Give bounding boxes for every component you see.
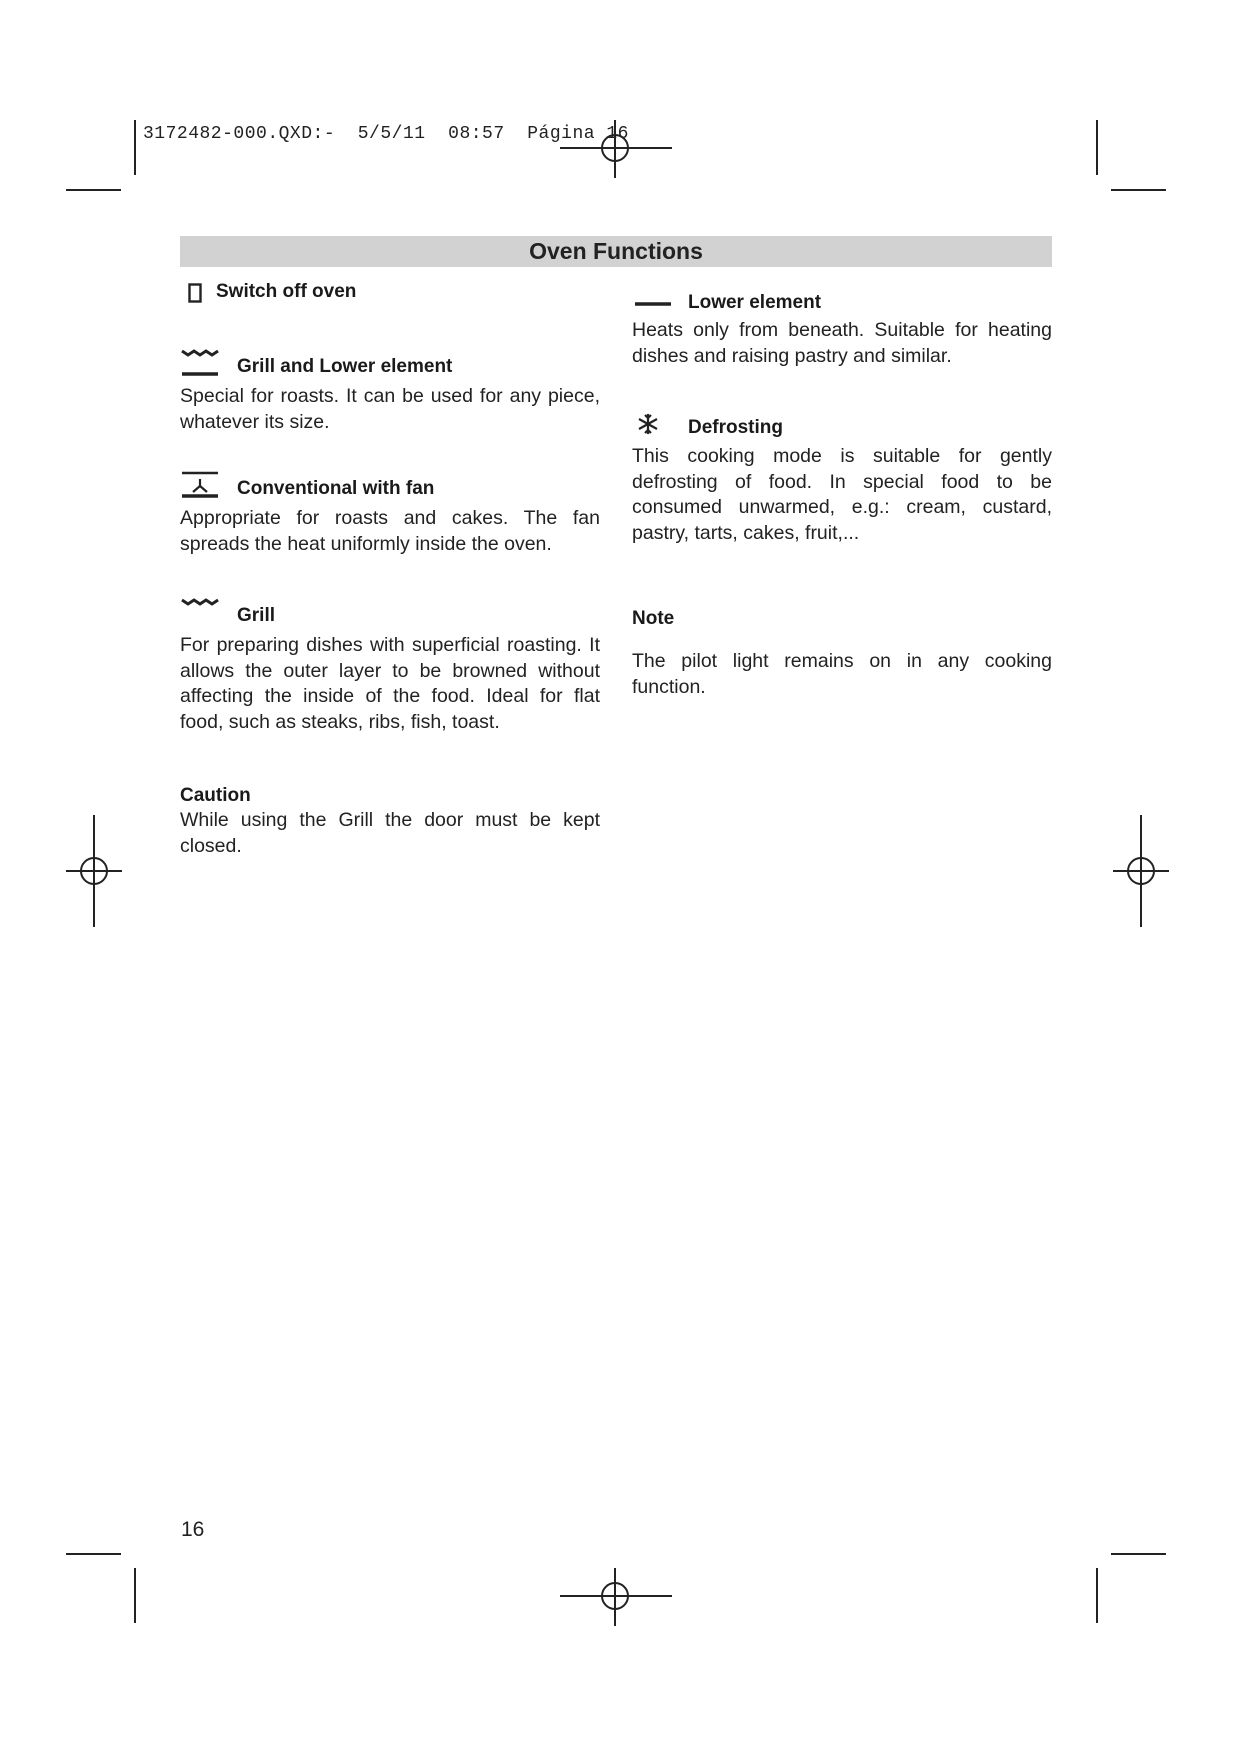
- section-text: For preparing dishes with superficial roasting. It allows the outer layer to be browned without affecting the inside of the food. Ideal for flat food, such as steaks, ribs, fish, toast.: [180, 634, 600, 733]
- crop-mark: [1111, 1553, 1166, 1555]
- crop-mark: [1096, 1568, 1098, 1623]
- crop-mark: [1111, 189, 1166, 191]
- caution-title: Caution: [180, 785, 251, 806]
- grill-lower-element-section: [180, 348, 600, 435]
- section-text: Appropriate for roasts and cakes. The fan spreads the heat uniformly inside the oven.: [180, 507, 600, 555]
- grill-icon: [180, 597, 220, 609]
- section-title: Conventional with fan: [237, 478, 435, 499]
- caution-text: While using the Grill the door must be kept closed.: [180, 809, 600, 857]
- print-slug: 3172482-000.QXD:- 5/5/11 08:57 Página 16: [143, 124, 629, 144]
- caution-section: [180, 785, 600, 859]
- crop-mark: [134, 120, 136, 175]
- grill-section: [180, 597, 600, 735]
- section-text: This cooking mode is suitable for gently defrosting of food. In special food to be consumed unwarmed, e.g.: cream, custard, pastry, tarts, cakes, fruit,...: [632, 445, 1052, 544]
- conventional-fan-section: [180, 470, 600, 557]
- lower-element-icon: [634, 301, 672, 307]
- section-title: Defrosting: [688, 417, 783, 438]
- crop-mark: [66, 1553, 121, 1555]
- note-section: [632, 608, 1052, 700]
- registration-mark-icon: [560, 1568, 672, 1628]
- defrosting-section: [632, 412, 1052, 546]
- switch-off-icon: [188, 283, 202, 303]
- page-title: Oven Functions: [180, 236, 1052, 267]
- section-title: Switch off oven: [216, 281, 357, 302]
- defrost-icon: [636, 412, 660, 436]
- conventional-fan-icon: [180, 470, 220, 498]
- section-text: Heats only from beneath. Suitable for heating dishes and raising pastry and similar.: [632, 319, 1052, 367]
- note-text: The pilot light remains on in any cooking function.: [632, 650, 1052, 698]
- crop-mark: [66, 189, 121, 191]
- section-title: Grill and Lower element: [237, 356, 453, 377]
- switch-off-section: [180, 280, 600, 310]
- section-text: Special for roasts. It can be used for any piece, whatever its size.: [180, 385, 600, 433]
- crop-mark: [134, 1568, 136, 1623]
- grill-lower-element-icon: [180, 348, 220, 376]
- crop-mark: [1096, 120, 1098, 175]
- note-title: Note: [632, 608, 675, 629]
- registration-mark-icon: [1111, 815, 1171, 927]
- section-title: Grill: [237, 605, 276, 626]
- registration-mark-icon: [64, 815, 124, 927]
- section-title: Lower element: [688, 292, 822, 313]
- lower-element-section: [632, 292, 1052, 369]
- page-number: 16: [181, 1518, 205, 1541]
